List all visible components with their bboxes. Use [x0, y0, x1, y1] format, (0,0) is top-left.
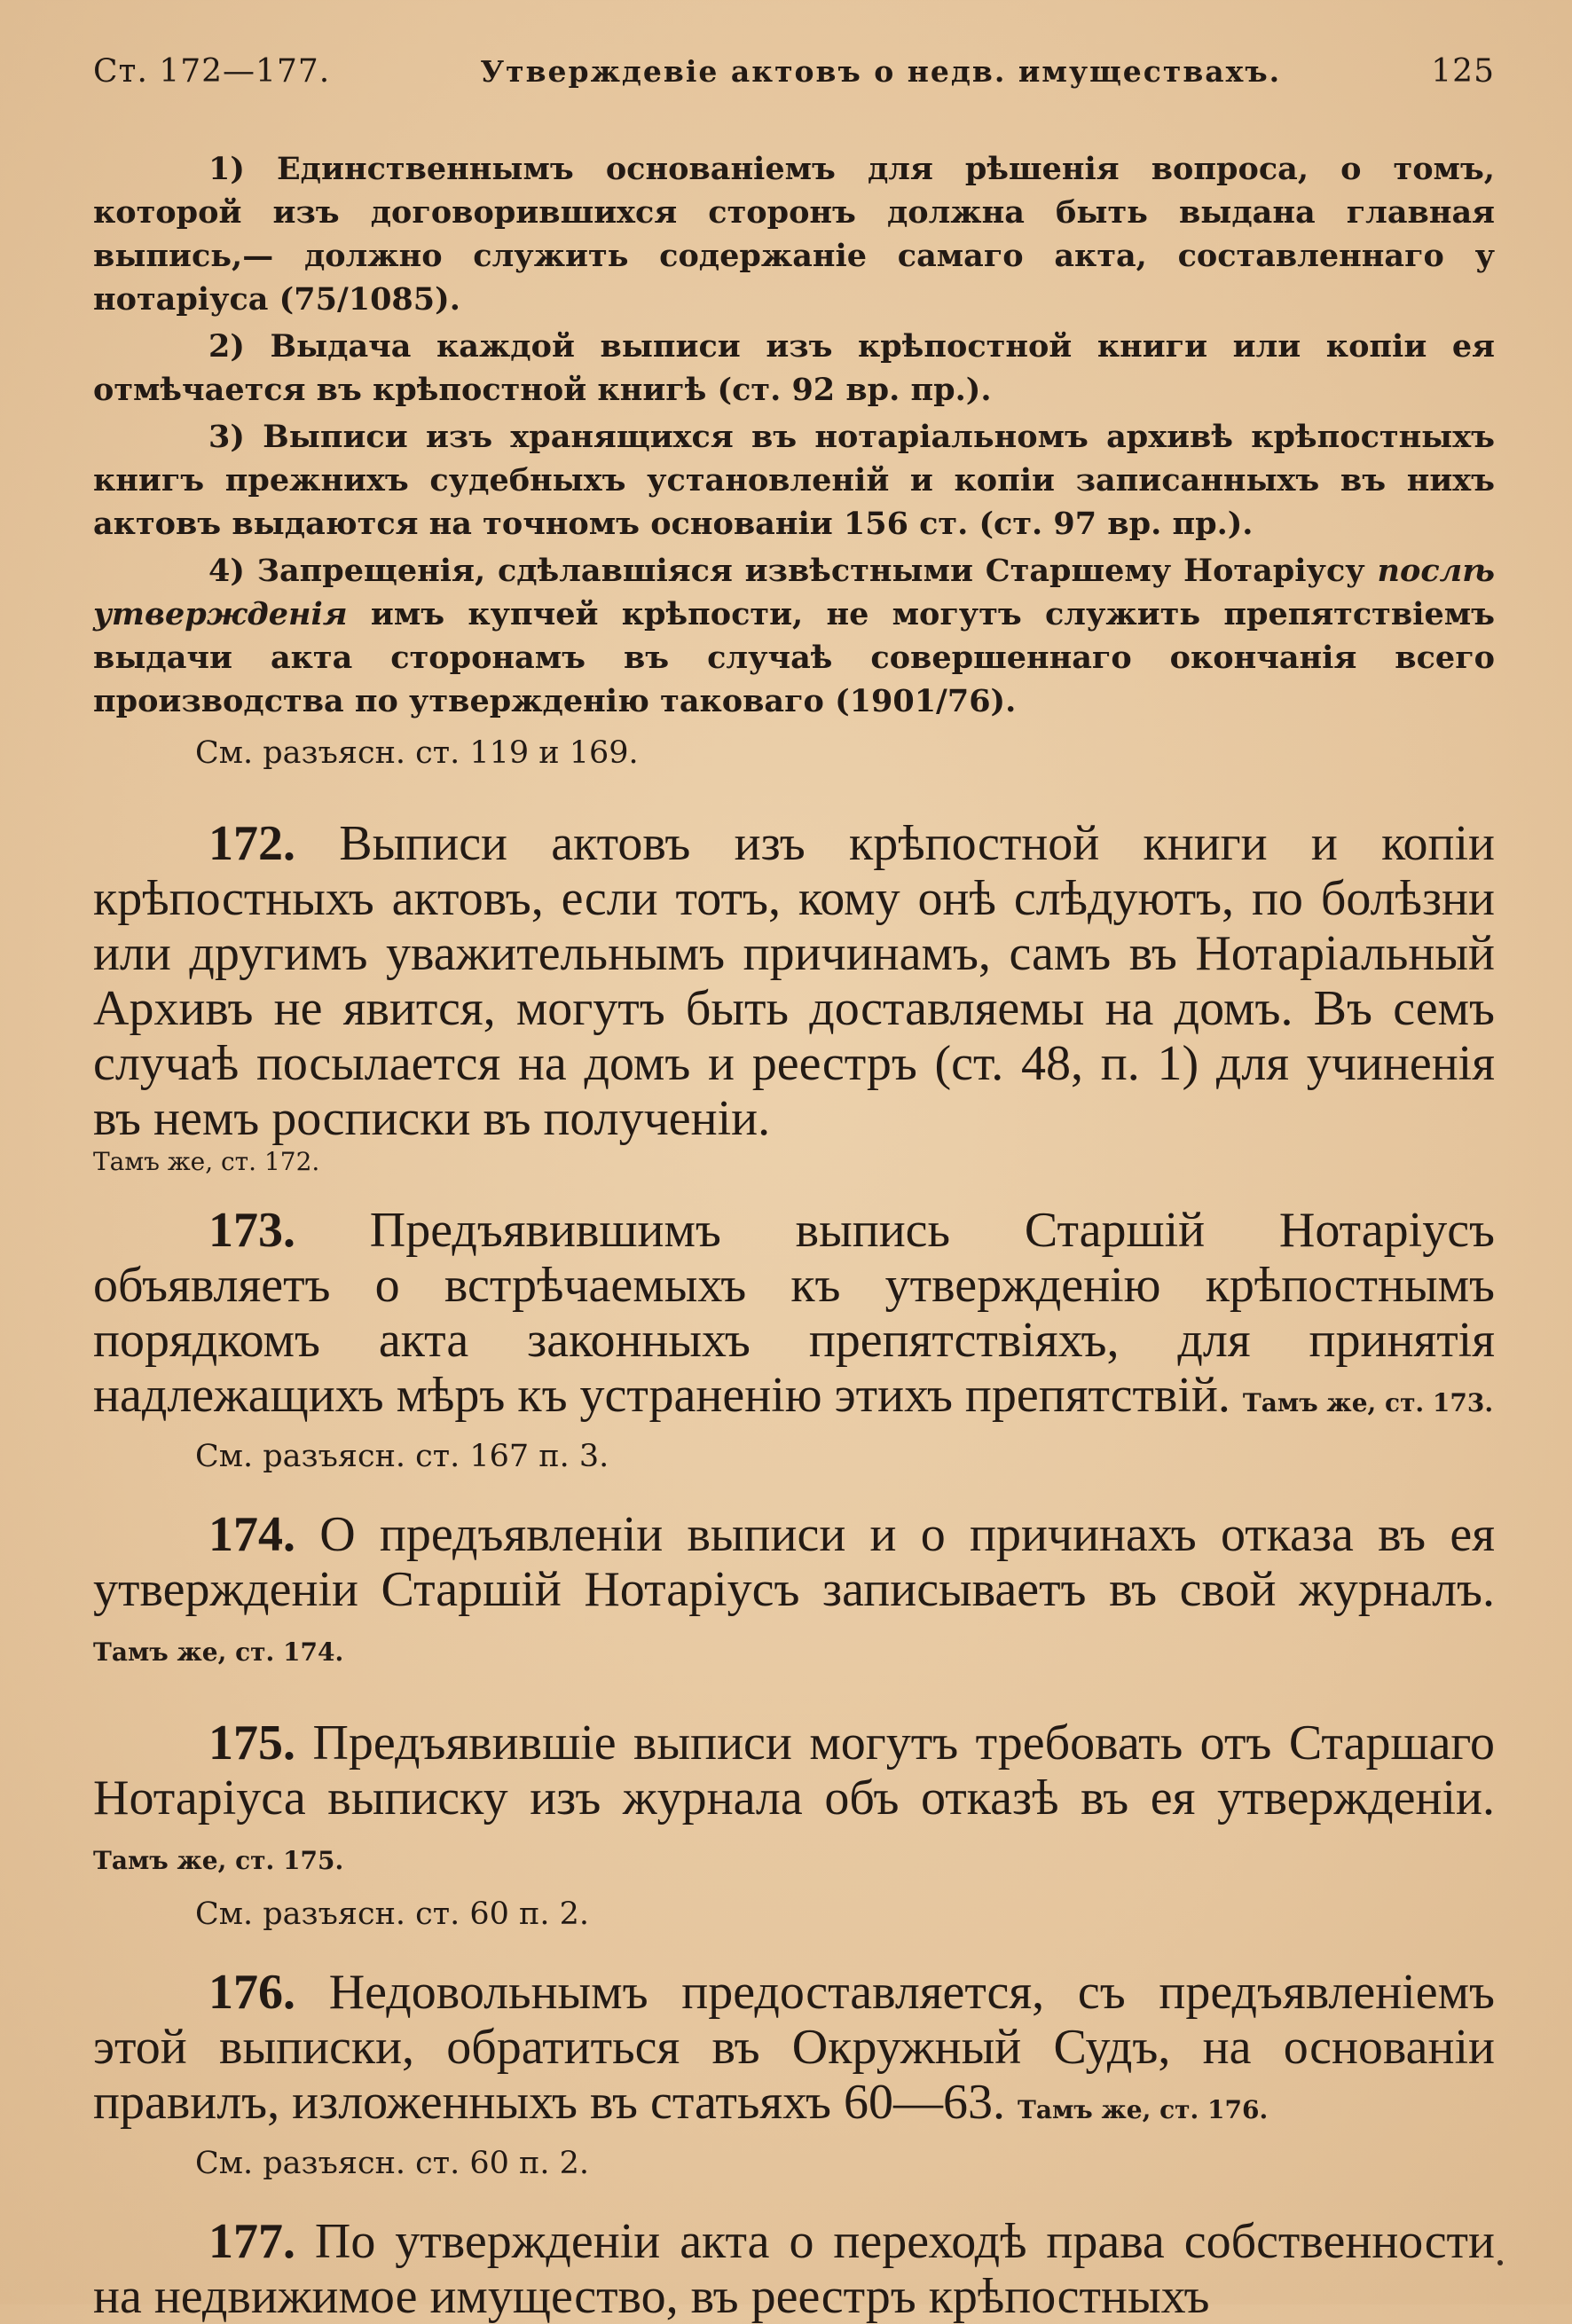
article-source: Тамъ же, ст. 176.	[1018, 2095, 1269, 2124]
article-number: 172.	[208, 816, 295, 871]
note-4-italic: послѣ утвержденія	[93, 553, 1495, 632]
note-4-post: имъ купчей крѣпости, не могутъ служить препятствіемъ выдачи акта сторонамъ въ случаѣ совершеннаго окончанія всего производства по утвержденію таковаго (1901/76).	[93, 596, 1495, 719]
note-3: 3) Выписи изъ хранящихся въ нотаріальномъ архивѣ крѣпостныхъ книгъ прежнихъ судебныхъ установленій и копіи записанныхъ въ нихъ актовъ выдаются на точномъ основаніи 156 ст. (ст. 97 вр. пр.).	[93, 419, 1495, 542]
note-reference: См. разъясн. ст. 119 и 169.	[195, 735, 639, 771]
article-number: 177.	[208, 2214, 295, 2269]
article-reference: См. разъясн. ст. 167 п. 3.	[195, 1439, 609, 1474]
article-body: Выписи актовъ изъ крѣпостной книги и копіи крѣпостныхъ актовъ, если тотъ, кому онѣ слѣдуютъ, по болѣзни или другимъ уважительнымъ причинамъ, самъ въ Нотаріальный Архивъ не явится, могутъ быть доставляемы на домъ. Въ семъ случаѣ посылается на домъ и реестръ (ст. 48, п. 1) для учиненія въ немъ росписки въ полученіи.	[93, 816, 1495, 1146]
article-source: Тамъ же, ст. 174.	[93, 1637, 344, 1667]
ink-speck	[1497, 2260, 1503, 2265]
note-2: 2) Выдача каждой выписи изъ крѣпостной книги или копіи ея отмѣчается въ крѣпостной книгѣ (ст. 92 вр. пр.).	[93, 328, 1495, 408]
article-number: 176.	[208, 1965, 295, 2020]
running-title: Утверждевіе актовъ о недв. имуществахъ.	[480, 54, 1282, 89]
article-source: Тамъ же, ст. 175.	[93, 1846, 344, 1875]
article-174-text	[93, 1507, 1495, 1680]
article-175-text	[93, 1716, 1495, 1888]
page-number: 125	[1431, 53, 1495, 90]
article-body: Предъявившимъ выпись Старшій Нотаріусъ объявляетъ о встрѣчаемыхъ къ утвержденію крѣпостнымъ порядкомъ акта законныхъ препятствіяхъ, для принятія надлежащихъ мѣръ къ устраненію этихъ препятствій.	[93, 1203, 1495, 1423]
article-177-text	[93, 2214, 1495, 2324]
article-source: Тамъ же, ст. 173.	[1242, 1388, 1494, 1417]
article-number: 174.	[208, 1507, 295, 1562]
article-body: О предъявленіи выписи и о причинахъ отказа въ ея утвержденіи Старшій Нотаріусъ записываетъ въ свой журналъ.	[93, 1507, 1495, 1617]
article-174	[93, 1507, 1495, 1680]
note-4-pre: 4) Запрещенія, сдѣлавшіяся извѣстными Старшему Нотаріусу	[208, 553, 1378, 589]
article-source: Тамъ же, ст. 172.	[93, 1147, 320, 1176]
article-body: Недовольнымъ предоставляется, съ предъявленіемъ этой выписки, обратиться въ Окружный Судъ, на основаніи правилъ, изложенныхъ въ статьяхъ 60—63.	[93, 1965, 1495, 2130]
note-4	[93, 549, 1495, 723]
article-177	[93, 2214, 1495, 2324]
article-reference: См. разъясн. ст. 60 п. 2.	[195, 2146, 589, 2181]
article-172-text	[93, 816, 1495, 1146]
article-number: 173.	[208, 1203, 295, 1258]
article-176-text	[93, 1965, 1495, 2138]
article-175	[93, 1716, 1495, 1940]
article-reference: См. разъясн. ст. 60 п. 2.	[195, 1896, 589, 1932]
notes-section	[93, 147, 1495, 775]
article-176	[93, 1965, 1495, 2189]
note-1: 1) Единственнымъ основаніемъ для рѣшенія вопроса, о томъ, которой изъ договорившихся сторонъ должна быть выдана главная выпись,— должно служить содержаніе самаго акта, составленнаго у нотаріуса (75/1085).	[93, 151, 1495, 318]
page	[93, 53, 1495, 2324]
article-173-text	[93, 1203, 1495, 1431]
article-number: 175.	[208, 1716, 295, 1770]
running-head	[93, 53, 1495, 115]
article-range: Ст. 172—177.	[93, 53, 331, 90]
article-body: Предъявившіе выписи могутъ требовать отъ Старшаго Нотаріуса выписку изъ журнала объ отказѣ въ ея утвержденіи.	[93, 1716, 1495, 1825]
article-body: По утвержденіи акта о переходѣ права собственности на недвижимое имущество, въ реестръ крѣпостныхъ	[93, 2214, 1495, 2324]
article-172	[93, 816, 1495, 1178]
article-173	[93, 1203, 1495, 1482]
